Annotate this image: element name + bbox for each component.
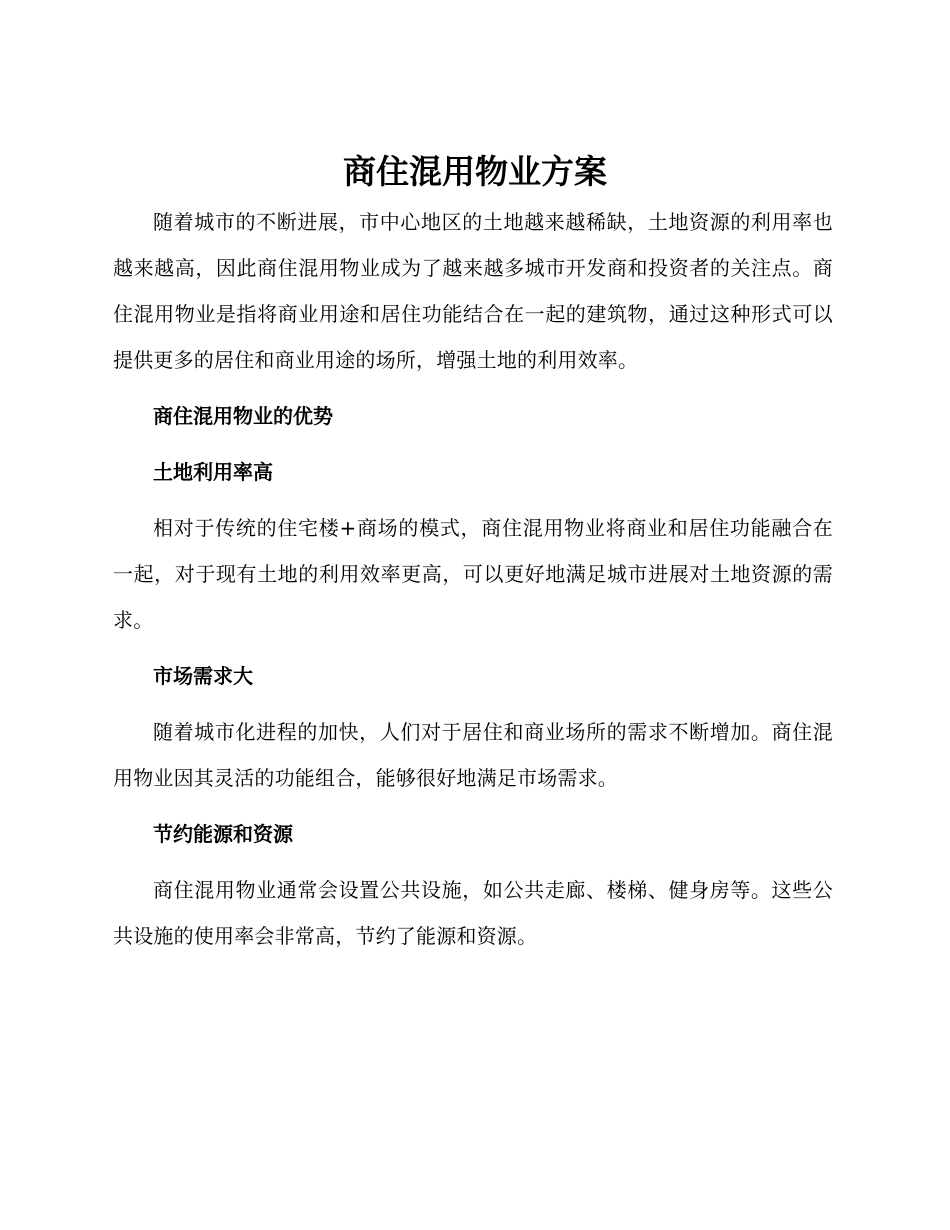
spacer bbox=[113, 699, 833, 709]
subsection-body-market-demand: 随着城市化进程的加快，人们对于居住和商业场所的需求不断增加。商住混用物业因其灵活的功能组合，能够很好地满足市场需求。 bbox=[113, 720, 833, 790]
spacer bbox=[113, 383, 833, 393]
section-heading-advantages: 商住混用物业的优势 bbox=[153, 404, 333, 428]
page-title: 商住混用物业方案 bbox=[343, 152, 607, 191]
subsection-heading-market-demand: 市场需求大 bbox=[153, 664, 253, 688]
intro-paragraph: 随着城市的不断进展，市中心地区的土地越来越稀缺，土地资源的利用率也越来越高，因此商住混用物业成为了越来越多城市开发商和投资者的关注点。商住混用物业是指将商业用途和居住功能结合在一起的建筑物，通过这种形式可以提供更多的居住和商业用途的场所，增强土地的利用效率。 bbox=[113, 210, 833, 372]
spacer bbox=[113, 439, 833, 449]
subsection-heading-land-use: 土地利用率高 bbox=[153, 460, 273, 484]
subsection-heading-energy-saving: 节约能源和资源 bbox=[153, 822, 293, 846]
subsection-body-land-use: 相对于传统的住宅楼+商场的模式，商住混用物业将商业和居住功能融合在一起，对于现有土地的利用效率更高，可以更好地满足城市进展对土地资源的需求。 bbox=[113, 516, 833, 632]
spacer bbox=[113, 857, 833, 867]
spacer bbox=[113, 643, 833, 653]
subsection-body-energy-saving: 商住混用物业通常会设置公共设施，如公共走廊、楼梯、健身房等。这些公共设施的使用率会非常高，节约了能源和资源。 bbox=[113, 878, 833, 948]
spacer bbox=[113, 801, 833, 811]
document-body bbox=[113, 199, 833, 959]
spacer bbox=[113, 495, 833, 505]
